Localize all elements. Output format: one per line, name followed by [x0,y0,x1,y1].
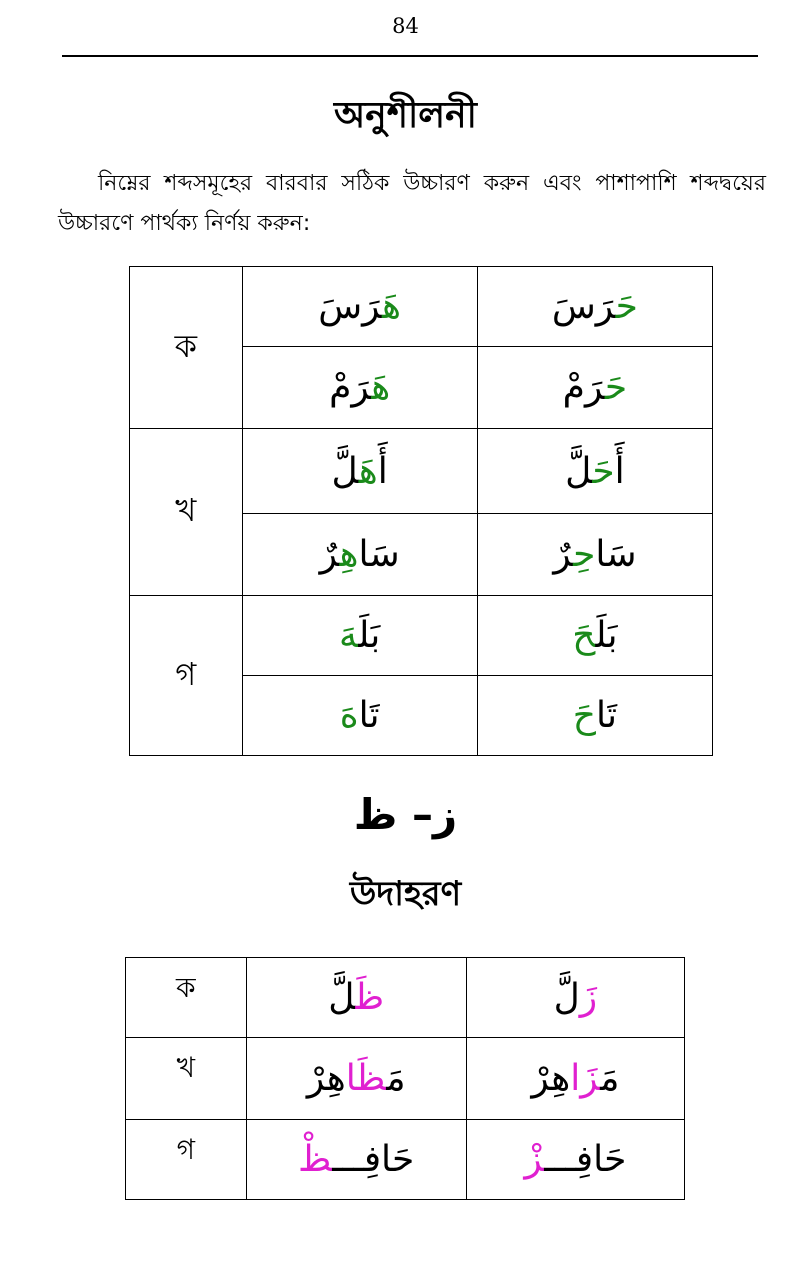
word-cell: حَرَمْ [477,347,712,429]
highlight-letter: حِ [573,534,596,575]
page-title: অনুশীলনী [334,95,477,136]
word-cell: حَافِـــظْ [246,1120,466,1200]
word-cell: هَرَمْ [242,347,477,429]
highlight-letter: حَ [615,286,638,327]
highlight-letter: ظَا [345,1058,387,1099]
highlight-letter: حَ [572,695,596,736]
word-cell: سَاهِرٌ [242,514,477,596]
highlight-letter: هَ [339,695,359,736]
word-cell: أَحَلَّ [477,429,712,514]
word-cell: تَاحَ [477,676,712,756]
word-cell: أَهَلَّ [242,429,477,514]
highlight-letter: حَ [572,615,596,656]
group-label-kha: খ [130,429,243,596]
example-table [125,957,685,1200]
highlight-letter: زَ [579,977,598,1018]
letter-pair-heading: ز– ظ [353,790,458,839]
highlight-letter: ظْ [298,1139,333,1180]
word-cell: مَظَاهِرْ [246,1038,466,1120]
header-rule [62,55,758,57]
highlight-letter: هَ [358,450,378,492]
example-heading: উদাহরণ [349,874,462,914]
page-number: 84 [392,14,419,38]
word-cell: حَافِـــزْ [466,1120,684,1200]
exercise-table [129,266,713,756]
word-cell: بَلَحَ [477,596,712,676]
highlight-letter: هَ [382,286,402,327]
word-cell: ظَلَّ [246,958,466,1038]
highlight-letter: حَ [592,450,615,492]
highlight-letter: هَ [339,615,359,656]
group-label-ga: গ [130,596,243,756]
highlight-letter: هِ [339,534,359,575]
example-label-kha: খ [126,1038,247,1120]
word-cell: حَرَسَ [477,267,712,347]
instruction-text: নিম্নের শব্দসমূহের বারবার সঠিক উচ্চারণ করুন এবং পাশাপাশি শব্দদ্বয়ের উচ্চারণে পার্থক্য নির্ণয় করুন: [58,171,766,236]
word-cell: زَلَّ [466,958,684,1038]
word-cell: سَاحِرٌ [477,514,712,596]
word-cell: تَاهَ [242,676,477,756]
example-label-ga: গ [126,1120,247,1200]
highlight-letter: زَا [570,1058,601,1099]
highlight-letter: ظَ [355,977,385,1018]
word-cell: هَرَسَ [242,267,477,347]
highlight-letter: هَ [371,367,391,408]
highlight-letter: زْ [524,1139,545,1180]
group-label-ka: ক [130,267,243,429]
word-cell: مَزَاهِرْ [466,1038,684,1120]
highlight-letter: حَ [604,367,628,408]
example-label-ka: ক [126,958,247,1038]
word-cell: بَلَهَ [242,596,477,676]
